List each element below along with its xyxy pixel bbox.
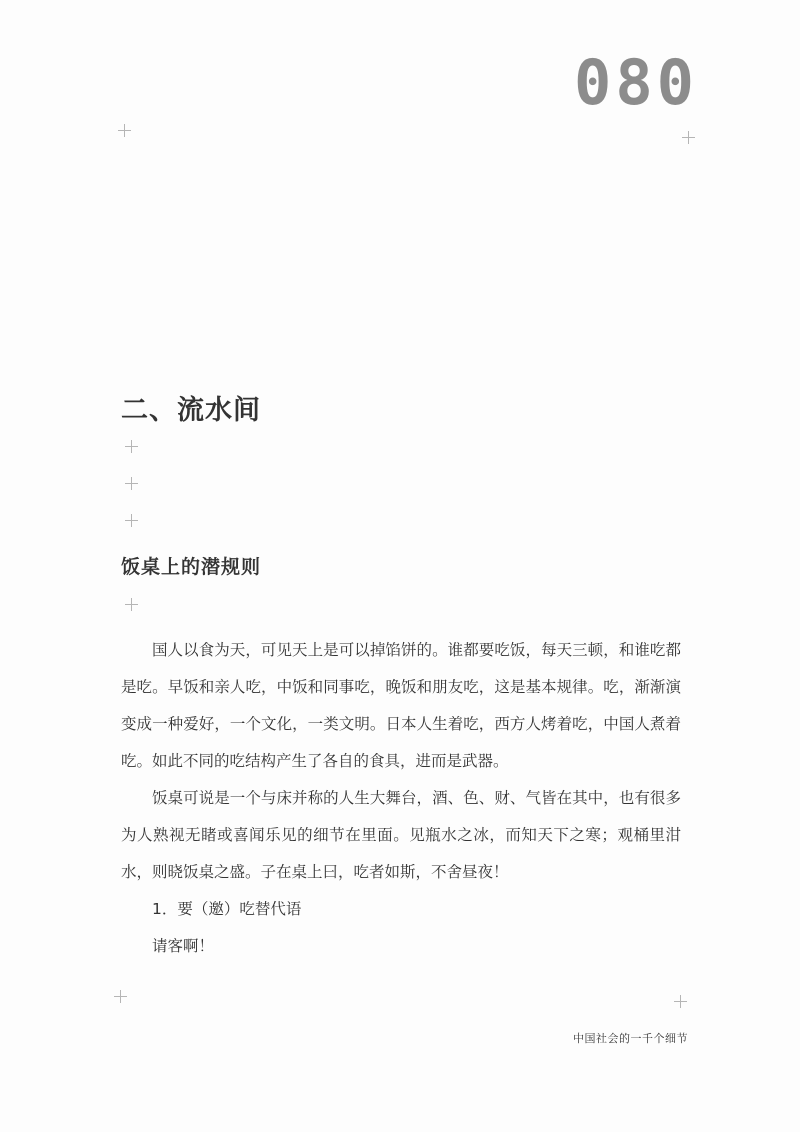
sub-title: 饭桌上的潜规则 <box>121 556 262 578</box>
crop-mark <box>125 440 138 453</box>
crop-mark <box>682 131 695 144</box>
running-footer: 中国社会的一千个细节 <box>573 1032 688 1045</box>
paragraph: 国人以食为天，可见天上是可以掉馅饼的。谁都要吃饭，每天三顿，和谁吃都是吃。早饭和亲人吃，中饭和同事吃，晚饭和朋友吃，这是基本规律。吃，渐渐演变成一种爱好，一个文化，一类文明。日本人生着吃，西方人烤着吃，中国人煮着吃。如此不同的吃结构产生了各自的食具，进而是武器。 <box>121 641 681 770</box>
crop-mark <box>125 477 138 490</box>
paragraph: 请客啊！ <box>152 937 215 955</box>
page-number: 080 <box>574 46 698 119</box>
crop-mark <box>125 514 138 527</box>
list-item-heading: 1．要（邀）吃替代语 <box>152 900 302 918</box>
paragraph: 饭桌可说是一个与床并称的人生大舞台，酒、色、财、气皆在其中，也有很多为人熟视无睹或喜闻乐见的细节在里面。见瓶水之冰，而知天下之寒；观桶里泔水，则晓饭桌之盛。子在桌上曰，吃者如斯，不舍昼夜！ <box>121 789 681 881</box>
crop-mark <box>114 990 127 1003</box>
body-text <box>121 632 681 965</box>
crop-mark <box>674 995 687 1008</box>
crop-mark <box>125 598 138 611</box>
section-title: 二、流水间 <box>121 395 261 426</box>
crop-mark <box>118 124 131 137</box>
